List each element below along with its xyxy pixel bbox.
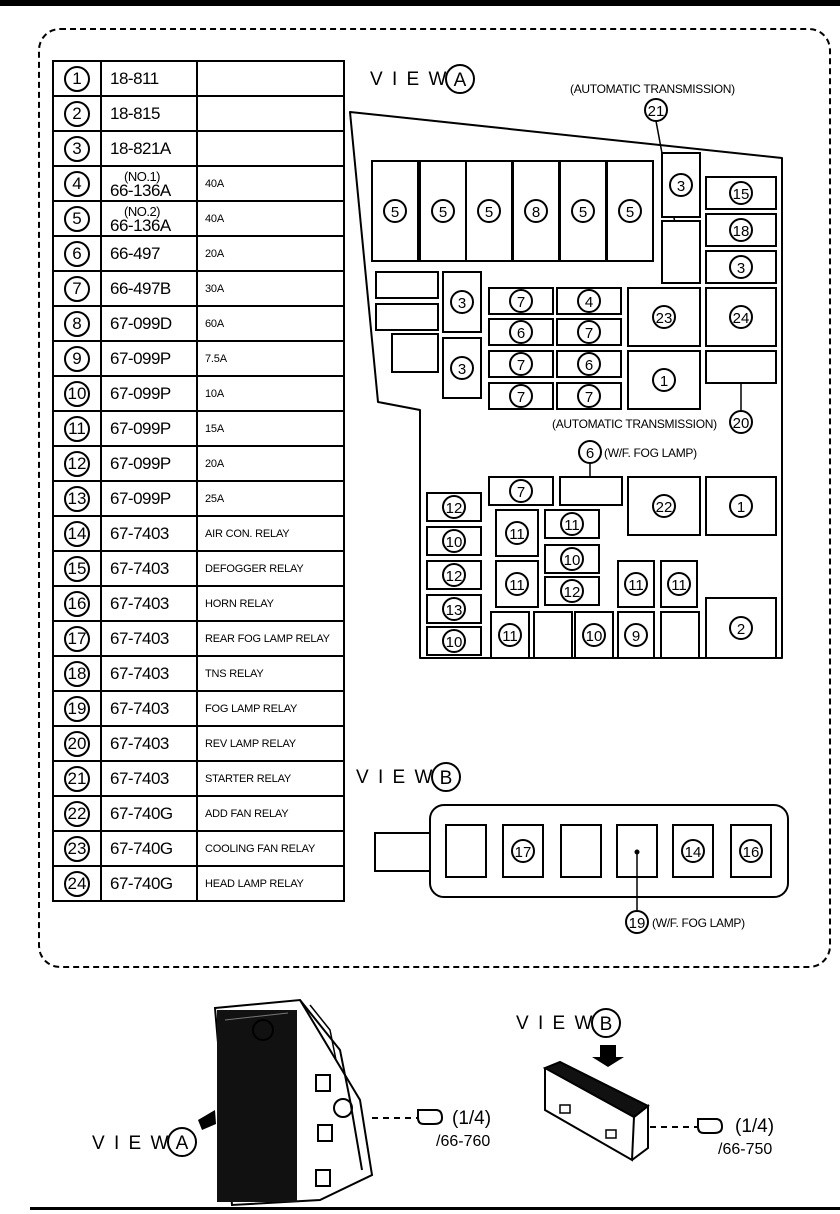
description-cell: TNS RELAY: [197, 656, 344, 691]
part-number-cell: 67-7403: [101, 656, 197, 691]
hand-pointer-icon: [698, 1119, 722, 1133]
part-number-cell: 67-740G: [101, 831, 197, 866]
fuse-slot: [662, 221, 700, 283]
fuse-slot: [534, 612, 572, 658]
index-number: 5: [64, 206, 90, 232]
slot-number: 11: [564, 517, 580, 534]
part-number-cell: 18-815: [101, 96, 197, 131]
fuse-slot: [607, 161, 653, 261]
fuse-slot: [731, 825, 771, 877]
fuse-slot: [496, 510, 538, 556]
view-b-note-fog: (W/F. FOG LAMP): [652, 916, 745, 930]
fuse-slot: [628, 288, 700, 346]
fuse-box-b-illustration: [545, 1045, 648, 1160]
svg-text:6: 6: [585, 445, 595, 462]
svg-text:A: A: [175, 1133, 189, 1154]
index-number: 24: [64, 871, 90, 897]
view-a-letter: A: [453, 70, 467, 91]
fuse-slot: [489, 477, 553, 505]
fuse-slot: [372, 161, 418, 261]
fuse-slot: [443, 338, 481, 398]
fuse-slot: [392, 334, 438, 372]
view-b-connector: [375, 833, 430, 871]
part-number-cell: 67-099P: [101, 376, 197, 411]
part-number-cell: 18-821A: [101, 131, 197, 166]
fuse-slot: [706, 251, 776, 283]
view-b-prefix: V I E W: [356, 767, 435, 788]
part-number-cell: 67-7403: [101, 551, 197, 586]
slot-number: 5: [390, 204, 400, 221]
slot-number: 12: [563, 584, 581, 601]
fuse-slot: [491, 612, 529, 658]
slot-number: 16: [742, 844, 760, 861]
fuse-slot: [427, 493, 481, 521]
slot-number: 22: [655, 499, 673, 516]
slot-number: 5: [625, 204, 635, 221]
slot-number: 15: [732, 186, 750, 203]
part-number-cell: 67-7403: [101, 726, 197, 761]
fuse-slot: [560, 477, 622, 505]
slot-number: 13: [445, 602, 463, 619]
description-cell: STARTER RELAY: [197, 761, 344, 796]
index-number: 11: [64, 416, 90, 442]
description-cell: 60A: [197, 306, 344, 341]
index-number: 15: [64, 556, 90, 582]
slot-number: 4: [584, 294, 594, 311]
fuse-slot: [545, 545, 599, 573]
description-cell: AIR CON. RELAY: [197, 516, 344, 551]
slot-number: 12: [445, 500, 463, 517]
fuse-slot: [575, 612, 613, 658]
slot-number: 7: [584, 325, 594, 342]
fuse-slot: [706, 598, 776, 658]
slot-number: 11: [509, 577, 525, 594]
fuse-slot: [618, 561, 654, 607]
svg-text:V I E W: V I E W: [92, 1133, 171, 1154]
svg-text:20: 20: [732, 415, 750, 432]
index-number: 20: [64, 731, 90, 757]
index-number: 8: [64, 311, 90, 337]
fuse-slot: [427, 595, 481, 623]
slot-number: 3: [736, 260, 746, 277]
part-number-cell: 67-099P: [101, 446, 197, 481]
slot-number: 18: [732, 223, 750, 240]
description-cell: 20A: [197, 446, 344, 481]
fuse-slot: [427, 527, 481, 555]
description-cell: 40A: [197, 201, 344, 236]
slot-number: 12: [445, 568, 463, 585]
slot-number: 5: [578, 204, 588, 221]
fuse-slot: [513, 161, 559, 261]
fuse-slot: [427, 627, 481, 655]
view-a-prefix: V I E W: [370, 69, 449, 90]
svg-text:(1/4): (1/4): [452, 1108, 492, 1129]
description-cell: REAR FOG LAMP RELAY: [197, 621, 344, 656]
part-number-cell: 66-497B: [101, 271, 197, 306]
fuse-slot: [545, 577, 599, 605]
slot-number: 6: [516, 325, 526, 342]
fuse-slot: [628, 351, 700, 409]
fuse-slot: [466, 161, 512, 261]
fuse-slot: [376, 272, 438, 298]
svg-text:21: 21: [647, 103, 665, 120]
hand-pointer-icon: [418, 1110, 442, 1124]
slot-number: 10: [445, 634, 463, 651]
index-number: 2: [64, 101, 90, 127]
index-number: 22: [64, 801, 90, 827]
slot-number: 24: [732, 310, 750, 327]
view-a-cells: [372, 153, 776, 658]
fuse-slot: [618, 612, 654, 658]
ref-b: [650, 1116, 774, 1158]
index-number: 14: [64, 521, 90, 547]
slot-number: 8: [531, 204, 541, 221]
slot-number: 23: [655, 310, 673, 327]
index-number: 21: [64, 766, 90, 792]
part-number-cell: 67-740G: [101, 796, 197, 831]
description-cell: 7.5A: [197, 341, 344, 376]
description-cell: 25A: [197, 481, 344, 516]
fuse-slot: [673, 825, 713, 877]
slot-number: 5: [484, 204, 494, 221]
svg-text:19: 19: [628, 915, 646, 932]
index-number: 10: [64, 381, 90, 407]
fuse-slot: [420, 161, 466, 261]
description-cell: DEFOGGER RELAY: [197, 551, 344, 586]
svg-text:/66-760: /66-760: [436, 1133, 491, 1150]
slot-number: 1: [659, 373, 669, 390]
description-cell: ADD FAN RELAY: [197, 796, 344, 831]
index-number: 6: [64, 241, 90, 267]
slot-number: 7: [516, 389, 526, 406]
index-number: 9: [64, 346, 90, 372]
bottom-rule: [30, 1207, 840, 1210]
part-number-cell: 67-740G: [101, 866, 197, 901]
fuse-slot: [661, 561, 697, 607]
fuse-box-a-illustration: [198, 1000, 372, 1205]
part-number-cell: (NO.1) 66-136A: [101, 166, 197, 201]
fuse-slot: [557, 383, 621, 409]
view-a-bottom-label: [92, 1128, 196, 1156]
fuse-slot: [557, 351, 621, 377]
part-number-cell: (NO.2) 66-136A: [101, 201, 197, 236]
description-cell: COOLING FAN RELAY: [197, 831, 344, 866]
view-a-note-fog: (W/F. FOG LAMP): [604, 446, 697, 460]
slot-number: 3: [457, 295, 467, 312]
svg-text:B: B: [599, 1014, 613, 1035]
description-cell: HORN RELAY: [197, 586, 344, 621]
fuse-slot: [489, 383, 553, 409]
fuse-slot: [561, 825, 601, 877]
view-b-heading: [356, 763, 460, 791]
slot-number: 6: [584, 357, 594, 374]
index-number: 12: [64, 451, 90, 477]
ref-a: [372, 1108, 491, 1150]
view-b-bottom-label: [516, 1009, 620, 1037]
description-cell: 30A: [197, 271, 344, 306]
fuse-slot: [446, 825, 486, 877]
fuse-slot: [545, 510, 599, 538]
fuse-slot: [557, 288, 621, 314]
slot-number: 10: [563, 552, 581, 569]
part-number-cell: 67-7403: [101, 586, 197, 621]
part-number-cell: 67-099D: [101, 306, 197, 341]
fuse-slot: [628, 477, 700, 535]
view-a-heading: [370, 65, 474, 93]
svg-text:(1/4): (1/4): [735, 1116, 775, 1137]
slot-number: 1: [736, 499, 746, 516]
svg-text:/66-750: /66-750: [718, 1141, 773, 1158]
index-number: 17: [64, 626, 90, 652]
index-number: 4: [64, 171, 90, 197]
fuse-slot: [376, 304, 438, 330]
fuse-slot: [706, 177, 776, 209]
slot-number: 10: [585, 628, 603, 645]
slot-number: 7: [516, 484, 526, 501]
fuse-slot: [496, 561, 538, 607]
slot-number: 17: [514, 844, 532, 861]
part-number-cell: 67-7403: [101, 516, 197, 551]
description-cell: 10A: [197, 376, 344, 411]
fuse-slot: [706, 288, 776, 346]
description-cell: 15A: [197, 411, 344, 446]
index-number: 1: [64, 66, 90, 92]
part-number-cell: 67-099P: [101, 341, 197, 376]
fuse-slot: [489, 319, 553, 345]
part-number-cell: 67-7403: [101, 761, 197, 796]
fuse-slot: [560, 161, 606, 261]
description-cell: FOG LAMP RELAY: [197, 691, 344, 726]
fuse-slot: [503, 825, 543, 877]
view-a-note-auto-bottom: (AUTOMATIC TRANSMISSION): [552, 417, 717, 431]
description-cell: 40A: [197, 166, 344, 201]
slot-number: 11: [502, 628, 518, 645]
view-b-letter: B: [439, 768, 453, 789]
description-cell: 20A: [197, 236, 344, 271]
index-number: 13: [64, 486, 90, 512]
fuse-slot: [443, 272, 481, 332]
fuse-slot: [557, 319, 621, 345]
view-b-cells: [446, 825, 771, 877]
slot-number: 5: [438, 204, 448, 221]
fuse-slot: [706, 214, 776, 246]
fuse-slot: [427, 561, 481, 589]
index-number: 23: [64, 836, 90, 862]
part-number-cell: 66-497: [101, 236, 197, 271]
part-number-cell: 67-099P: [101, 411, 197, 446]
part-number-cell: 18-811: [101, 61, 197, 96]
description-cell: REV LAMP RELAY: [197, 726, 344, 761]
fuse-slot: [661, 612, 699, 658]
slot-number: 14: [684, 844, 702, 861]
svg-text:V I E W: V I E W: [516, 1013, 595, 1034]
slot-number: 7: [584, 389, 594, 406]
slot-number: 11: [628, 577, 644, 594]
part-number-cell: 67-7403: [101, 691, 197, 726]
part-number-cell: 67-7403: [101, 621, 197, 656]
slot-number: 3: [676, 178, 686, 195]
slot-number: 10: [445, 534, 463, 551]
slot-number: 7: [516, 357, 526, 374]
fuse-slot: [662, 153, 700, 217]
fuse-slot: [489, 288, 553, 314]
index-number: 19: [64, 696, 90, 722]
slot-number: 11: [671, 577, 687, 594]
fuse-slot: [706, 477, 776, 535]
view-a-note-auto-top: (AUTOMATIC TRANSMISSION): [570, 82, 735, 96]
index-number: 7: [64, 276, 90, 302]
slot-number: 2: [736, 621, 746, 638]
fuse-slot: [489, 351, 553, 377]
index-number: 3: [64, 136, 90, 162]
slot-number: 9: [631, 628, 641, 645]
part-number-cell: 67-099P: [101, 481, 197, 516]
description-cell: HEAD LAMP RELAY: [197, 866, 344, 901]
slot-number: 7: [516, 294, 526, 311]
slot-number: 3: [457, 361, 467, 378]
index-number: 16: [64, 591, 90, 617]
slot-number: 11: [509, 526, 525, 543]
index-number: 18: [64, 661, 90, 687]
fuse-slot: [706, 351, 776, 383]
